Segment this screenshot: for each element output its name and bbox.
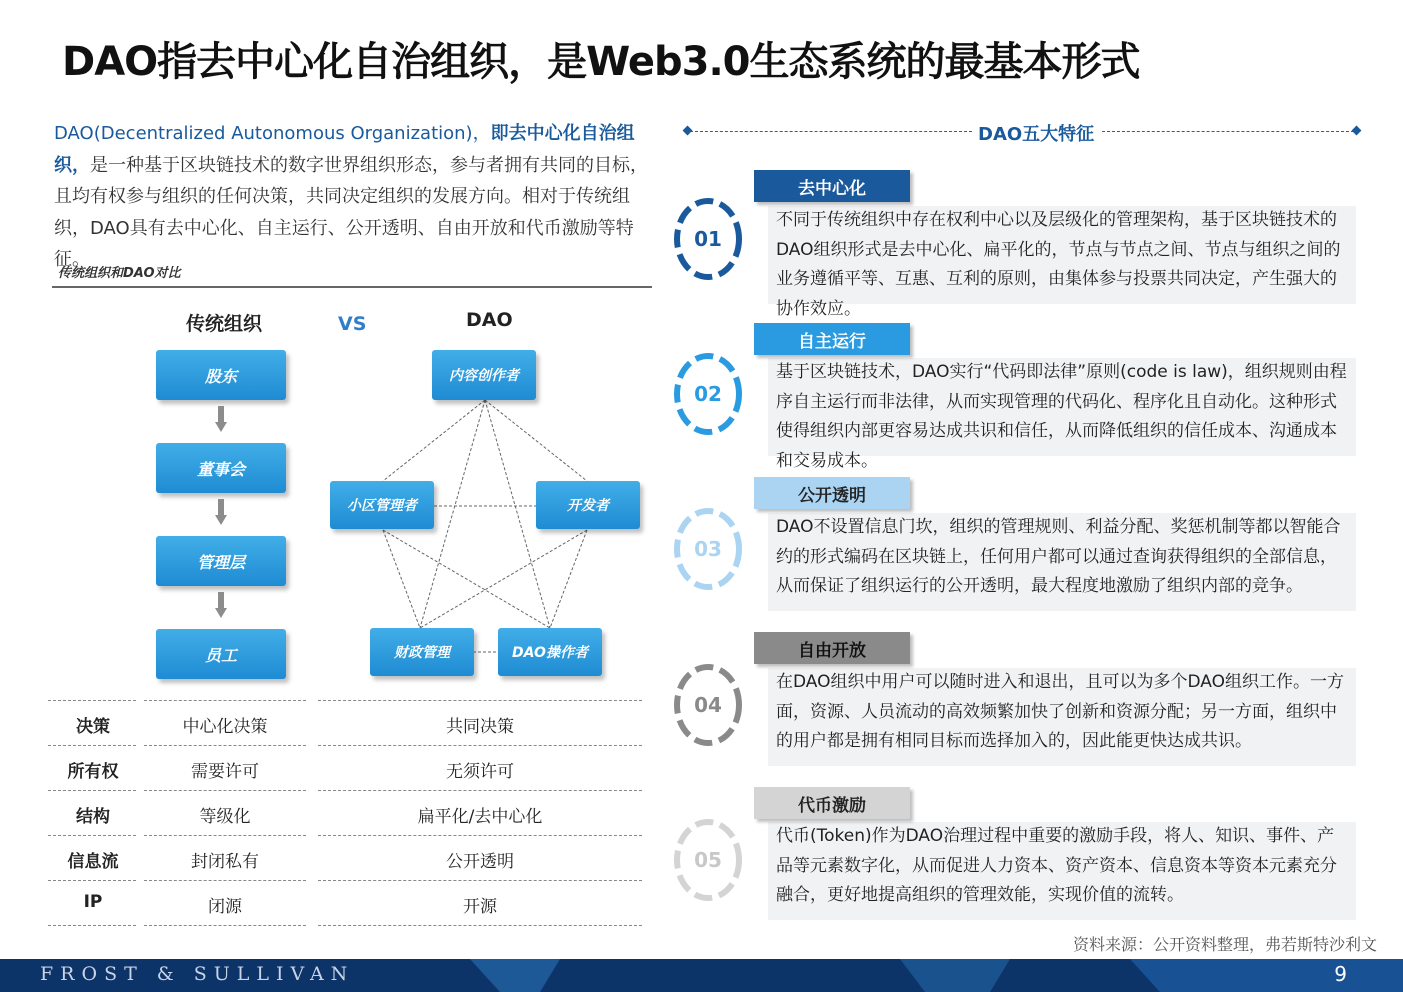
node-dao-operator: DAO操作者: [498, 628, 602, 676]
brand-logo: FROST & SULLIVAN: [40, 963, 355, 985]
feature-number-2: 02: [672, 351, 744, 437]
traditional-org-heading: 传统组织: [186, 313, 263, 335]
intro-term: DAO(Decentralized Autonomous Organization)，: [54, 123, 491, 144]
row-label: 所有权: [67, 762, 119, 782]
arrow-down-icon: [215, 406, 227, 434]
feature-card-5: [768, 822, 1356, 920]
intro-body: 是一种基于区块链技术的数字世界组织形态，参与者拥有共同的目标，且均有权参与组织的任何决策，共同决定组织的发展方向。相对于传统组织，DAO具有去中心化、自主运行、公开透明、自由开放和代币激励等特征。: [54, 154, 648, 270]
arrow-down-icon: [215, 499, 227, 527]
traditional-cell: 等级化: [199, 807, 251, 827]
feature-tag-decentralized: 去中心化: [754, 170, 910, 202]
feature-number-1: 01: [672, 196, 744, 282]
feature-tag-token-incentive: 代币激励: [754, 787, 910, 819]
feature-tag-open: 自由开放: [754, 632, 910, 664]
feature-card-4: [768, 668, 1356, 766]
vs-label: VS: [338, 313, 367, 335]
feature-text: 在DAO组织中用户可以随时进入和退出，且可以为多个DAO组织工作。一方面，资源、人员流动的高效频繁加快了创新和资源分配；另一方面，组织中的用户都是拥有相同目标而选择加入的，因此能更快达成共识。: [776, 672, 1345, 751]
feature-card-1: [768, 206, 1356, 319]
dao-cell: 公开透明: [446, 852, 514, 872]
node-content-creator: 内容创作者: [432, 350, 536, 400]
source-note: 资料来源：公开资料整理，弗若斯特沙利文: [1072, 935, 1377, 954]
feature-text: DAO不设置信息门坎，组织的管理规则、利益分配、奖惩机制等都以智能合约的形式编码在区块链上，任何用户都可以通过查询获得组织的全部信息，从而保证了组织运行的公开透明，最大程度地激励了组织内部的竞争。: [776, 517, 1341, 596]
node-community-manager: 小区管理者: [330, 481, 434, 529]
feature-tag-autonomous: 自主运行: [754, 323, 910, 355]
row-label: 决策: [76, 717, 110, 737]
node-treasury: 财政管理: [370, 628, 474, 676]
features-heading-label: DAO五大特征: [978, 124, 1095, 145]
intro-paragraph: [54, 118, 654, 276]
node-management: 管理层: [156, 536, 286, 586]
node-developer: 开发者: [536, 481, 640, 529]
caption-divider: [52, 286, 652, 288]
table-row: [48, 700, 646, 745]
features-heading: [684, 118, 1360, 146]
dao-heading: DAO: [466, 309, 513, 331]
dao-cell: 开源: [463, 897, 497, 917]
feature-card-3: [768, 513, 1356, 611]
dao-cell: 扁平化/去中心化: [417, 807, 543, 827]
node-board: 董事会: [156, 443, 286, 493]
feature-text: 代币(Token)作为DAO治理过程中重要的激励手段，将人、知识、事件、产品等元素数字化，从而促进人力资本、资产资本、信息资本等资本元素充分融合，更好地提高组织的管理效能，实现价值的流转。: [776, 826, 1337, 905]
table-row: [48, 880, 646, 925]
row-label: 信息流: [67, 852, 119, 872]
feature-card-2: [768, 358, 1356, 471]
table-row: [48, 790, 646, 835]
node-shareholders: 股东: [156, 350, 286, 400]
row-label: IP: [83, 892, 103, 912]
feature-number-3: 03: [672, 506, 744, 592]
page-title: DAO指去中心化自治组织，是Web3.0生态系统的最基本形式: [62, 39, 1140, 85]
feature-number-4: 04: [672, 662, 744, 748]
page-number: 9: [1334, 962, 1347, 986]
feature-tag-transparent: 公开透明: [754, 477, 910, 509]
feature-text: 基于区块链技术，DAO实行“代码即法律”原则(code is law)，组织规则由程序自主运行而非法律，从而实现管理的代码化、程序化且自动化。这种形式使得组织内部更容易达成共识和信任，从而降低组织的信任成本、沟通成本和交易成本。: [776, 362, 1347, 471]
traditional-cell: 封闭私有: [191, 852, 259, 872]
arrow-down-icon: [215, 592, 227, 620]
intro-term-cn: 即去中心化自治组织，: [54, 123, 635, 176]
dao-cell: 共同决策: [446, 717, 514, 737]
comparison-caption: 传统组织和DAO对比: [58, 266, 181, 281]
comparison-table: [48, 700, 646, 925]
feature-number-5: 05: [672, 817, 744, 903]
table-row: [48, 745, 646, 790]
node-employees: 员工: [156, 629, 286, 679]
feature-text: 不同于传统组织中存在权利中心以及层级化的管理架构，基于区块链技术的DAO组织形式是去中心化、扁平化的，节点与节点之间、节点与组织之间的业务遵循平等、互惠、互利的原则，由集体参与投票共同决定，产生强大的协作效应。: [776, 210, 1341, 319]
traditional-cell: 闭源: [208, 897, 242, 917]
diamond-icon: [1352, 126, 1362, 136]
traditional-cell: 需要许可: [191, 762, 259, 782]
table-row: [48, 835, 646, 880]
row-label: 结构: [76, 807, 110, 827]
dao-cell: 无须许可: [446, 762, 514, 782]
traditional-cell: 中心化决策: [182, 717, 268, 737]
